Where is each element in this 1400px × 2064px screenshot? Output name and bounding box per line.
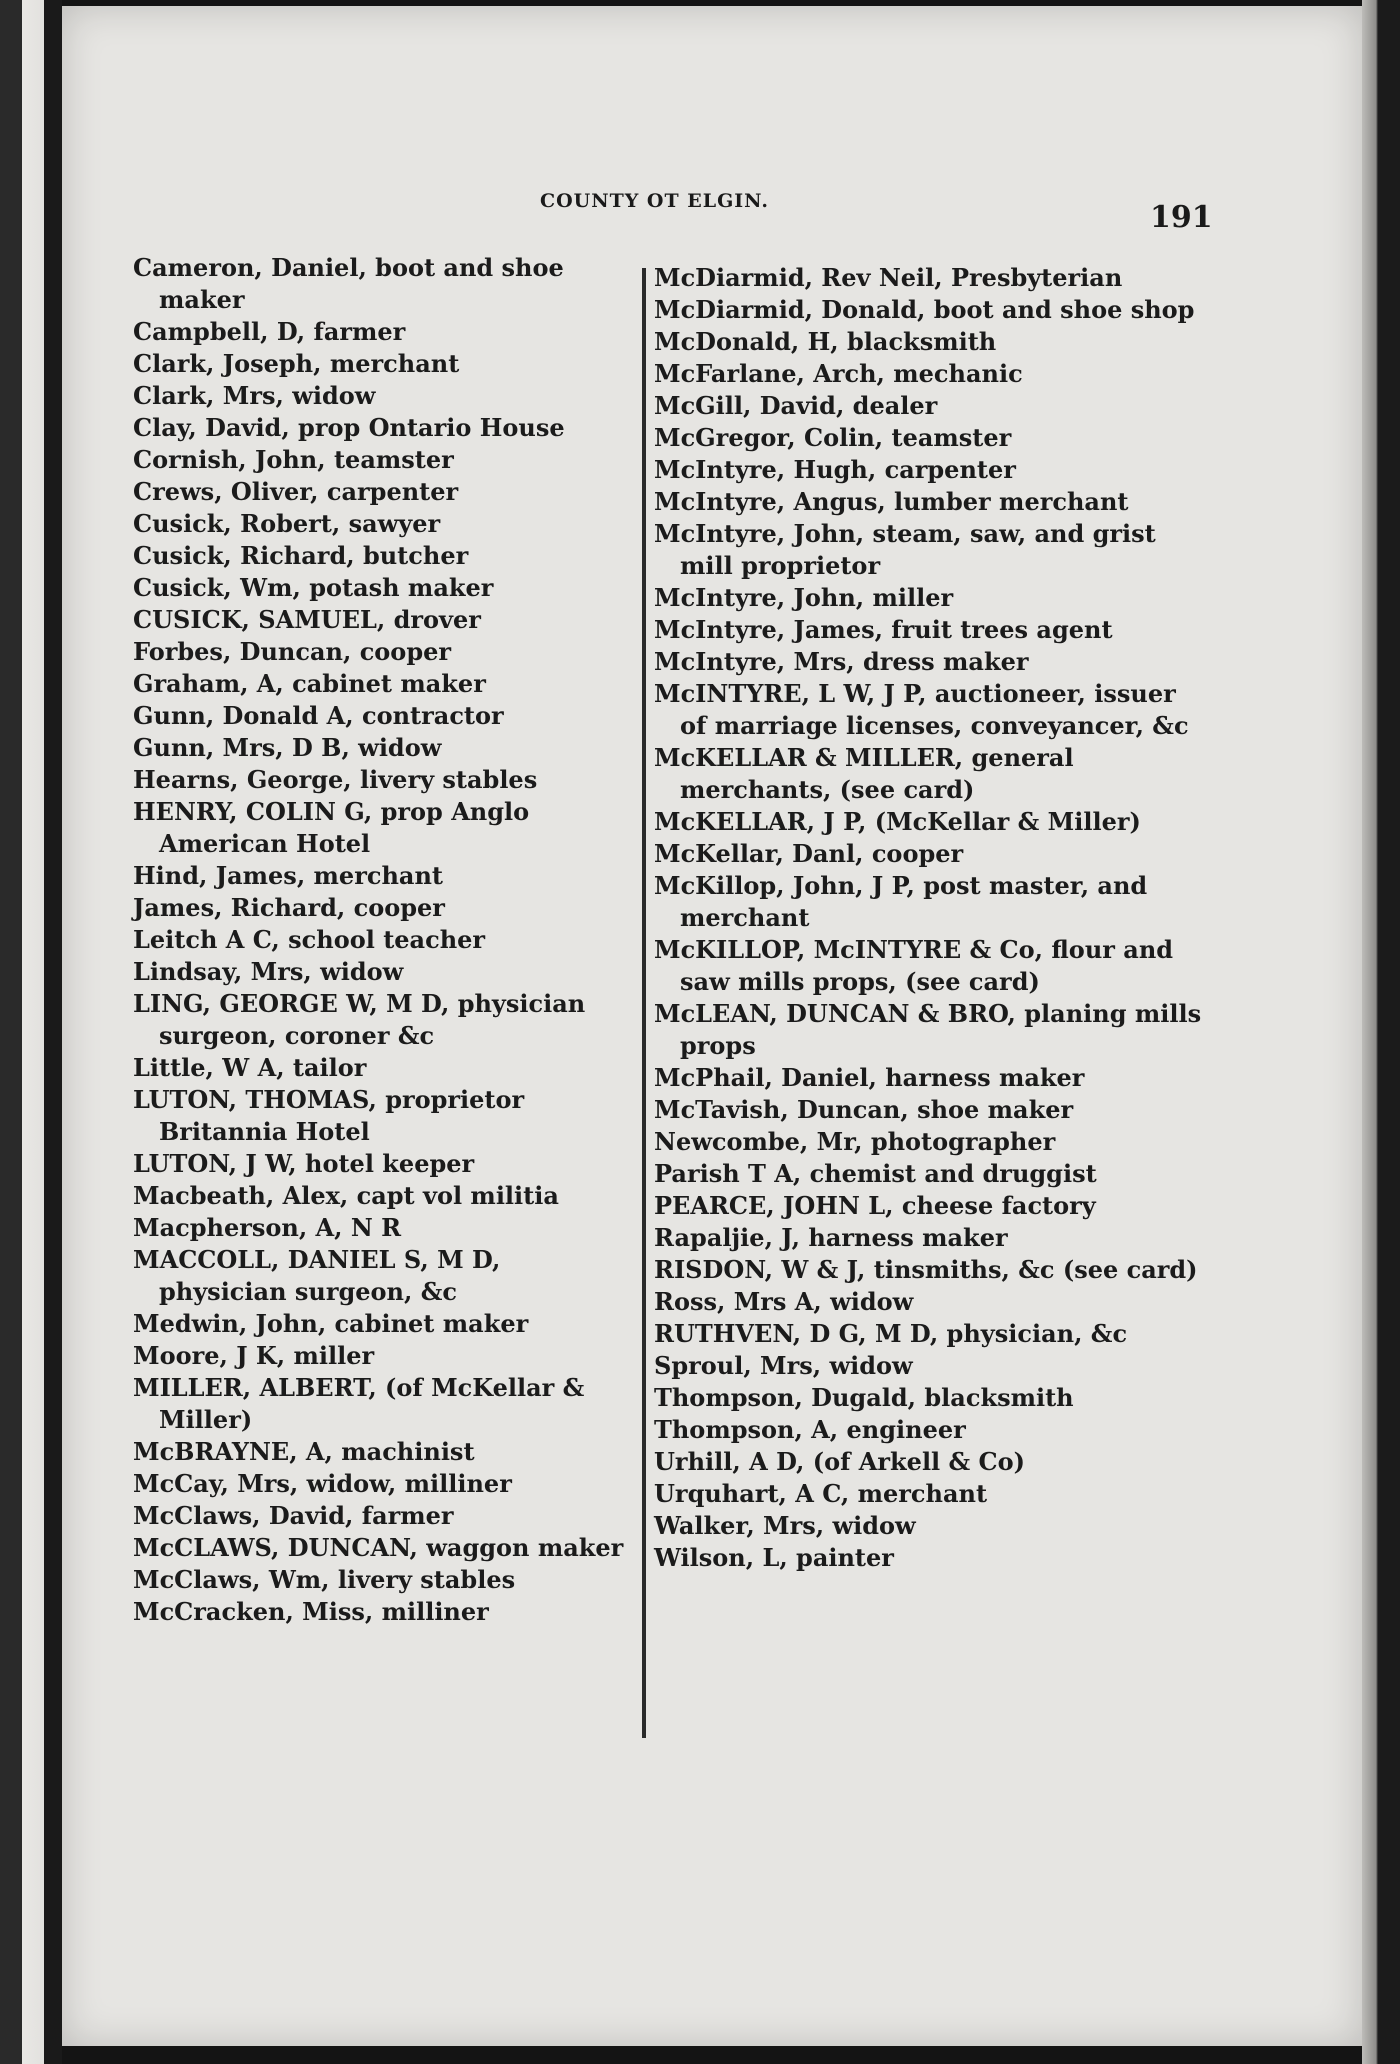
page-number: 191: [1150, 200, 1213, 235]
page-header: COUNTY OT ELGIN.: [540, 190, 769, 212]
directory-entry: McINTYRE, L W, J P, auctioneer, issuer of marriage licenses, conveyancer, &c: [654, 679, 1189, 740]
directory-entry: LUTON, J W, hotel keeper: [133, 1149, 475, 1178]
directory-entry: Newcombe, Mr, photographer: [654, 1127, 1056, 1156]
directory-entry: Cusick, Wm, potash maker: [133, 573, 494, 602]
directory-entry: Gunn, Mrs, D B, widow: [133, 733, 442, 762]
directory-entry: McIntyre, Mrs, dress maker: [654, 647, 1029, 676]
directory-entry: McKillop, John, J P, post master, and merchant: [654, 871, 1148, 932]
directory-entry: Cameron, Daniel, boot and shoe maker: [133, 253, 564, 314]
directory-entry: Little, W A, tailor: [133, 1053, 367, 1082]
directory-entry: LUTON, THOMAS, proprietor Britannia Hotel: [133, 1085, 525, 1146]
directory-entry: McCracken, Miss, milliner: [133, 1597, 489, 1626]
page-edge: [1362, 0, 1400, 2064]
directory-entry: Campbell, D, farmer: [133, 317, 406, 346]
directory-entry: Wilson, L, painter: [654, 1543, 894, 1572]
directory-entry: McKELLAR & MILLER, general merchants, (see card): [654, 743, 1074, 804]
directory-entry: CUSICK, SAMUEL, drover: [133, 605, 481, 634]
directory-entry: Hind, James, merchant: [133, 861, 443, 890]
directory-entry: McDiarmid, Donald, boot and shoe shop: [654, 295, 1195, 324]
directory-entry: McDiarmid, Rev Neil, Presbyterian: [654, 263, 1123, 292]
directory-entry: Lindsay, Mrs, widow: [133, 957, 404, 986]
column-divider: [642, 268, 646, 1738]
directory-entry: McIntyre, Hugh, carpenter: [654, 455, 1016, 484]
directory-entry: McKELLAR, J P, (McKellar & Miller): [654, 807, 1141, 836]
directory-entry: Moore, J K, miller: [133, 1341, 375, 1370]
directory-entry: McGill, David, dealer: [654, 391, 938, 420]
directory-entry: Forbes, Duncan, cooper: [133, 637, 452, 666]
book-spine-edge: [0, 0, 62, 2064]
directory-entry: HENRY, COLIN G, prop Anglo American Hotel: [133, 797, 530, 858]
directory-entry: RUTHVEN, D G, M D, physician, &c: [654, 1319, 1128, 1348]
directory-entry: McCLAWS, DUNCAN, waggon maker: [133, 1533, 624, 1562]
directory-entry: McIntyre, John, steam, saw, and grist mill proprietor: [654, 519, 1156, 580]
directory-entry: James, Richard, cooper: [133, 893, 445, 922]
directory-entry: Ross, Mrs A, widow: [654, 1287, 914, 1316]
directory-entry: Sproul, Mrs, widow: [654, 1351, 913, 1380]
directory-column-left: [133, 252, 633, 1628]
directory-entry: McCay, Mrs, widow, milliner: [133, 1469, 512, 1498]
directory-entry: McClaws, David, farmer: [133, 1501, 454, 1530]
directory-entry: Leitch A C, school teacher: [133, 925, 486, 954]
directory-entry: McKellar, Danl, cooper: [654, 839, 964, 868]
directory-entry: RISDON, W & J, tinsmiths, &c (see card): [654, 1255, 1198, 1284]
directory-entry: Clay, David, prop Ontario House: [133, 413, 565, 442]
directory-entry: Gunn, Donald A, contractor: [133, 701, 504, 730]
directory-entry: McDonald, H, blacksmith: [654, 327, 997, 356]
directory-entry: Medwin, John, cabinet maker: [133, 1309, 529, 1338]
directory-entry: Graham, A, cabinet maker: [133, 669, 486, 698]
directory-entry: McLEAN, DUNCAN & BRO, planing mills props: [654, 999, 1202, 1060]
directory-entry: Clark, Mrs, widow: [133, 381, 376, 410]
directory-entry: McIntyre, James, fruit trees agent: [654, 615, 1113, 644]
directory-entry: McClaws, Wm, livery stables: [133, 1565, 516, 1594]
directory-entry: McPhail, Daniel, harness maker: [654, 1063, 1085, 1092]
directory-entry: Macpherson, A, N R: [133, 1213, 402, 1242]
directory-entry: MILLER, ALBERT, (of McKellar & Miller): [133, 1373, 585, 1434]
directory-entry: LING, GEORGE W, M D, physician surgeon, coroner &c: [133, 989, 586, 1050]
directory-entry: Macbeath, Alex, capt vol militia: [133, 1181, 559, 1210]
directory-entry: McBRAYNE, A, machinist: [133, 1437, 475, 1466]
directory-entry: PEARCE, JOHN L, cheese factory: [654, 1191, 1096, 1220]
directory-entry: McIntyre, John, miller: [654, 583, 954, 612]
directory-entry: Walker, Mrs, widow: [654, 1511, 916, 1540]
directory-entry: McTavish, Duncan, shoe maker: [654, 1095, 1074, 1124]
directory-entry: Cusick, Robert, sawyer: [133, 509, 441, 538]
directory-entry: Cornish, John, teamster: [133, 445, 454, 474]
directory-entry: Urhill, A D, (of Arkell & Co): [654, 1447, 1026, 1476]
directory-entry: McKILLOP, McINTYRE & Co, flour and saw mills props, (see card): [654, 935, 1174, 996]
directory-column-right: [654, 262, 1209, 1574]
directory-entry: McFarlane, Arch, mechanic: [654, 359, 1023, 388]
directory-entry: Parish T A, chemist and druggist: [654, 1159, 1097, 1188]
directory-entry: Urquhart, A C, merchant: [654, 1479, 988, 1508]
directory-entry: Thompson, A, engineer: [654, 1415, 966, 1444]
directory-entry: Clark, Joseph, merchant: [133, 349, 460, 378]
directory-entry: McGregor, Colin, teamster: [654, 423, 1012, 452]
directory-entry: Hearns, George, livery stables: [133, 765, 538, 794]
directory-entry: Rapaljie, J, harness maker: [654, 1223, 1008, 1252]
directory-entry: Cusick, Richard, butcher: [133, 541, 469, 570]
directory-entry: Crews, Oliver, carpenter: [133, 477, 459, 506]
directory-entry: Thompson, Dugald, blacksmith: [654, 1383, 1074, 1412]
directory-entry: MACCOLL, DANIEL S, M D, physician surgeon, &c: [133, 1245, 501, 1306]
directory-entry: McIntyre, Angus, lumber merchant: [654, 487, 1129, 516]
